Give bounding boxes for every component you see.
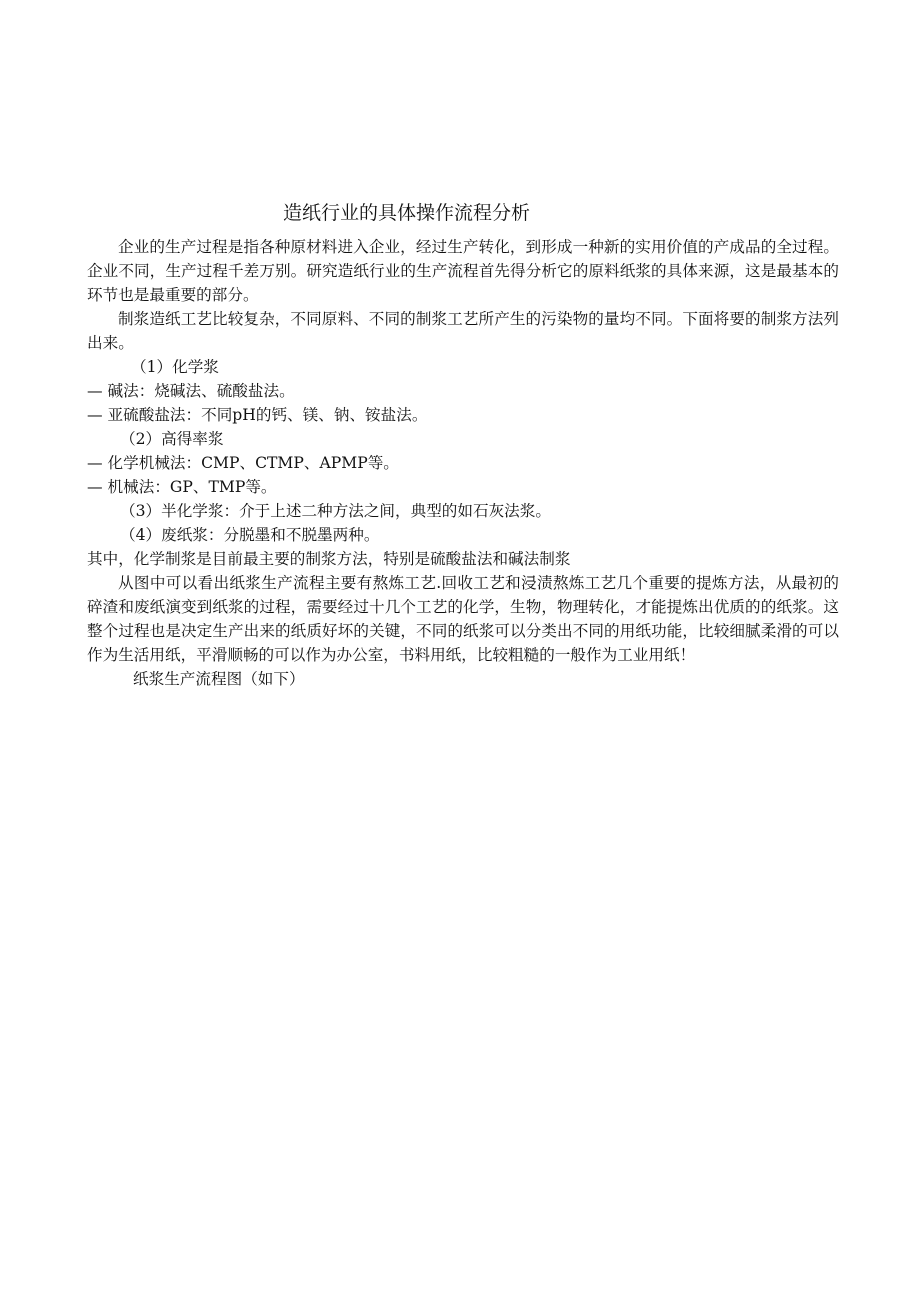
summary-line: 其中，化学制浆是目前最主要的制浆方法，特别是硫酸盐法和碱法制浆 (87, 550, 571, 568)
list-item-high-yield-pulp: （2）高得率浆 (120, 430, 224, 448)
list-subitem-alkali: — 碱法：烧碱法、硫酸盐法。 (87, 382, 295, 400)
list-subitem-sulfite: — 亚硫酸盐法：不同pH的钙、镁、钠、铵盐法。 (87, 406, 428, 424)
figure-caption: 纸浆生产流程图（如下） (133, 670, 305, 688)
list-item-waste-paper-pulp: （4）废纸浆：分脱墨和不脱墨两种。 (120, 526, 380, 544)
paragraph-intro: 企业的生产过程是指各种原材料进入企业，经过生产转化，到形成一种新的实用价值的产成品的全过程。企业不同，生产过程千差万别。研究造纸行业的生产流程首先得分析它的原料纸浆的具体来源，这是最基本的环节也是最重要的部分。 (87, 238, 839, 304)
paragraph-process: 从图中可以看出纸浆生产流程主要有熬炼工艺.回收工艺和浸渍熬炼工艺几个重要的提炼方法，从最初的碎渣和废纸演变到纸浆的过程，需要经过十几个工艺的化学，生物，物理转化，才能提炼出优质的的纸浆。这整个过程也是决定生产出来的纸质好坏的关键，不同的纸浆可以分类出不同的用纸功能，比较细腻柔滑的可以作为生活用纸，平滑顺畅的可以作为办公室，书料用纸，比较粗糙的一般作为工业用纸！ (87, 574, 839, 664)
document-body (87, 235, 839, 691)
paragraph-pulping: 制浆造纸工艺比较复杂，不同原料、不同的制浆工艺所产生的污染物的量均不同。下面将要的制浆方法列出来。 (87, 310, 839, 352)
list-subitem-chemimechanical: — 化学机械法：CMP、CTMP、APMP等。 (87, 454, 399, 472)
list-item-semichemical-pulp: （3）半化学浆：介于上述二种方法之间，典型的如石灰法浆。 (120, 502, 551, 520)
document-title: 造纸行业的具体操作流程分析 (283, 202, 531, 224)
list-subitem-mechanical: — 机械法：GP、TMP等。 (87, 478, 277, 496)
list-item-chemical-pulp: （1）化学浆 (131, 358, 219, 376)
